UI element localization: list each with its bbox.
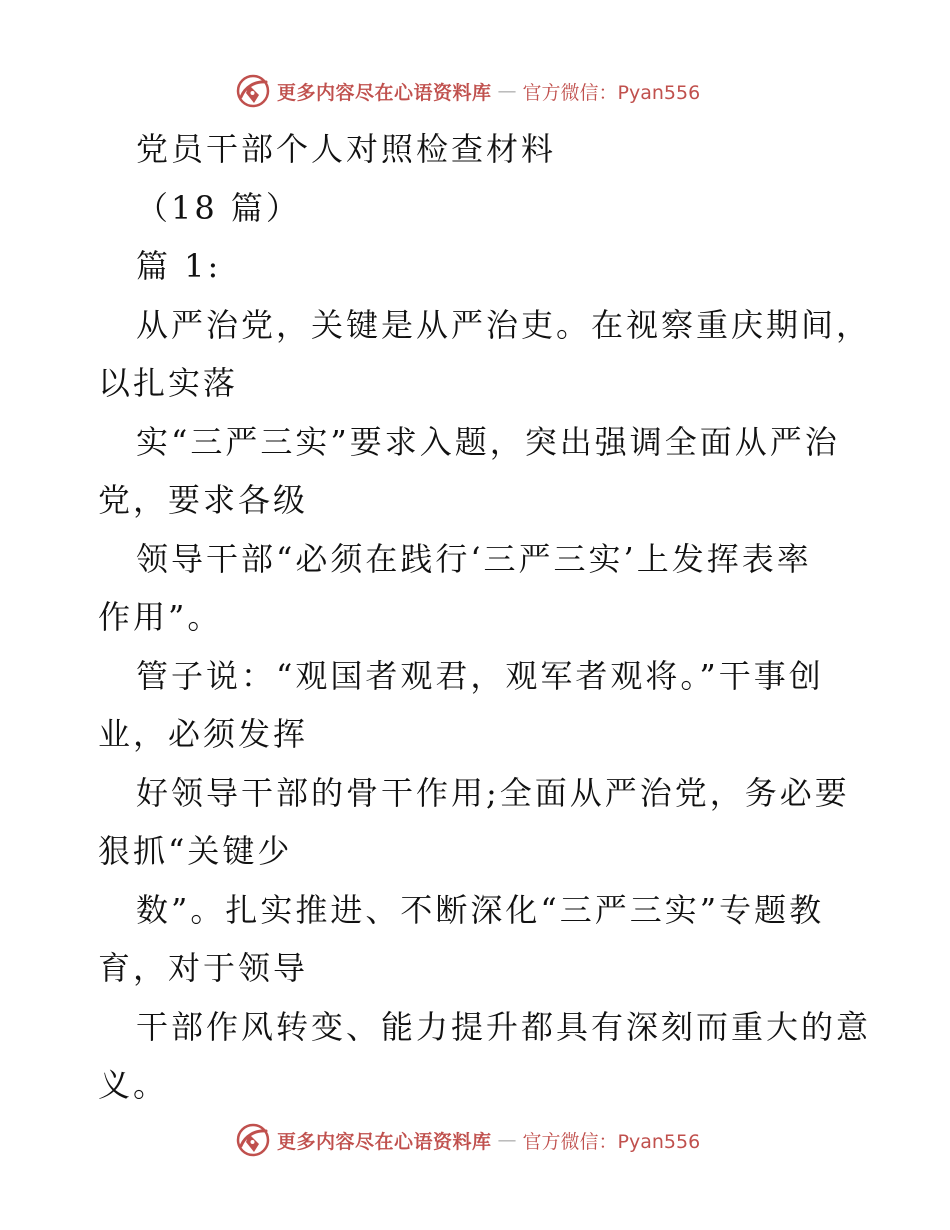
paragraph-line: 领导干部“必须在践行‘三严三实’上发挥表率 (136, 539, 812, 578)
document-subtitle: （18 篇） (136, 188, 301, 227)
paragraph-line: 党，要求各级 (98, 481, 309, 519)
paragraph-line: 从严治党，关键是从严治吏。在视察重庆期间， (136, 305, 872, 344)
paragraph-line: 育，对于领导 (98, 949, 309, 987)
paragraph-line: 管子说：“观国者观君，观军者观将。”干事创 (136, 656, 824, 695)
paragraph-line: 义。 (98, 1066, 169, 1104)
footer-watermark (235, 1120, 700, 1160)
paragraph-line: 作用”。 (98, 598, 223, 636)
header-watermark (235, 71, 700, 111)
watermark-wechat-text: 官方微信：Pyan556 (522, 1130, 701, 1153)
paragraph-line: 业，必须发挥 (98, 715, 309, 753)
watermark-site-text: 更多内容尽在心语资料库 (277, 1130, 492, 1153)
pen-nib-circle-icon (235, 1122, 271, 1158)
paragraph-line: 以扎实落 (98, 364, 239, 402)
watermark-site-text: 更多内容尽在心语资料库 (277, 81, 492, 104)
watermark-wechat-text: 官方微信：Pyan556 (522, 81, 701, 104)
paragraph-line: 干部作风转变、能力提升都具有深刻而重大的意 (136, 1007, 872, 1046)
document-body (98, 120, 872, 1115)
pen-nib-circle-icon (235, 73, 271, 109)
document-title: 党员干部个人对照检查材料 (136, 130, 557, 168)
section-heading: 篇 1: (136, 247, 222, 285)
paragraph-line: 好领导干部的骨干作用;全面从严治党，务必要 (136, 773, 850, 812)
paragraph-line: 数”。扎实推进、不断深化“三严三实”专题教 (136, 890, 825, 929)
watermark-separator: — (497, 1129, 517, 1151)
paragraph-line: 狠抓“关键少 (98, 832, 293, 870)
watermark-separator: — (497, 80, 517, 102)
paragraph-line: 实“三严三实”要求入题，突出强调全面从严治 (136, 422, 840, 461)
